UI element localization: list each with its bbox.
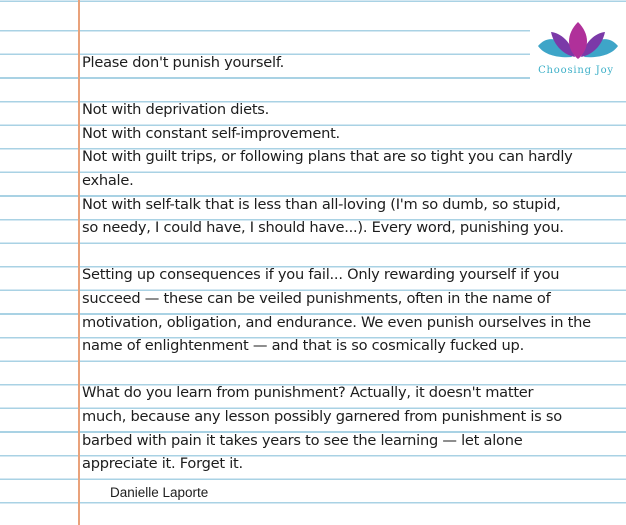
text-line: much, because any lesson possibly garnered from punishment is so xyxy=(82,407,562,425)
text-line: Not with deprivation diets. xyxy=(82,101,270,119)
text-line: so needy, I could have, I should have...). Every word, punishing you. xyxy=(82,219,564,237)
paragraph-2 xyxy=(82,98,607,240)
paragraph-4 xyxy=(82,381,607,475)
text-line: Please don't punish yourself. xyxy=(82,54,285,71)
margin-line xyxy=(78,0,80,525)
text-line: What do you learn from punishment? Actually, it doesn't matter xyxy=(82,384,534,402)
text-line: succeed — these can be veiled punishments, often in the name of xyxy=(82,289,551,307)
text-line: motivation, obligation, and endurance. We even punish ourselves in the xyxy=(82,313,591,331)
text-line: Not with self-talk that is less than all-loving (I'm so dumb, so stupid, xyxy=(82,195,561,213)
paragraph-1 xyxy=(82,51,607,75)
text-line: Not with constant self-improvement. xyxy=(82,124,340,142)
quote-text xyxy=(82,51,607,499)
text-line: Setting up consequences if you fail... Only rewarding yourself if you xyxy=(82,266,560,284)
paragraph-3 xyxy=(82,263,607,357)
text-line: exhale. xyxy=(82,171,134,189)
text-line: Not with guilt trips, or following plans that are so tight you can hardly xyxy=(82,148,573,166)
text-line: appreciate it. Forget it. xyxy=(82,455,243,473)
author-name: Danielle Laporte xyxy=(110,485,209,500)
brand-name: Choosing Joy xyxy=(538,65,614,76)
text-line: barbed with pain it takes years to see the learning — let alone xyxy=(82,431,523,449)
text-line: name of enlightenment — and that is so cosmically fucked up. xyxy=(82,337,524,355)
